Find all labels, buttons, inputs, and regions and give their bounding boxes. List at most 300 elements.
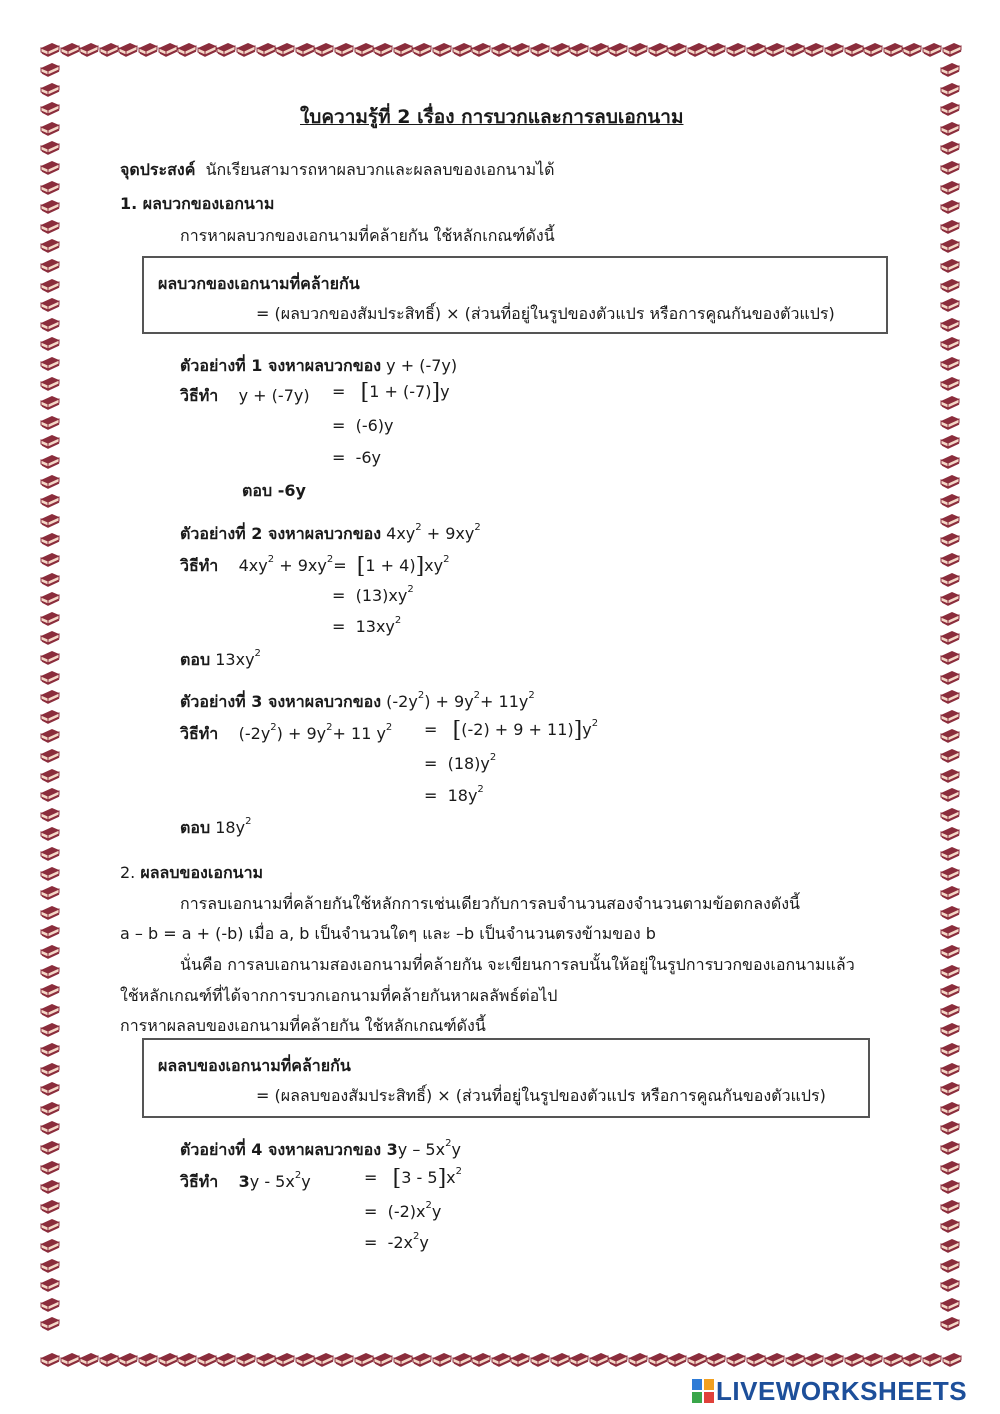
book-icon	[940, 944, 960, 962]
answer-label: ตอบ	[180, 650, 211, 669]
book-icon	[922, 1352, 942, 1370]
book-icon	[940, 513, 960, 531]
lhs: 3	[238, 1172, 250, 1191]
book-icon	[824, 1352, 844, 1370]
book-icon	[471, 42, 491, 60]
book-icon	[940, 709, 960, 727]
book-icon	[40, 885, 60, 903]
book-icon	[940, 748, 960, 766]
example2-answer	[180, 648, 261, 673]
book-icon	[922, 42, 942, 60]
book-icon	[550, 42, 570, 60]
exponent: 2	[474, 522, 481, 533]
answer-label: ตอบ	[242, 481, 273, 500]
book-icon	[40, 1120, 60, 1138]
book-icon	[940, 964, 960, 982]
book-icon	[40, 826, 60, 844]
book-icon	[940, 1199, 960, 1217]
book-icon	[40, 238, 60, 256]
book-icon	[256, 1352, 276, 1370]
equals-sign: =	[424, 720, 438, 739]
logo-text: LIVEWORKSHEETS	[716, 1376, 968, 1406]
book-icon	[40, 493, 60, 511]
book-icon	[40, 748, 60, 766]
book-icon	[726, 42, 746, 60]
book-icon	[40, 140, 60, 158]
section1-heading: 1. ผลบวกของเอกนาม	[120, 194, 275, 213]
example-expression: y + (-7y)	[386, 356, 458, 375]
book-icon	[393, 42, 413, 60]
step-var: xy	[424, 556, 444, 575]
expr-part: + 9xy	[426, 524, 475, 543]
example3-step3	[424, 786, 484, 805]
book-icon	[216, 1352, 236, 1370]
book-icon	[40, 1352, 60, 1370]
book-icon	[40, 434, 60, 452]
book-icon	[530, 1352, 550, 1370]
lhs: + 9xy	[279, 556, 327, 575]
book-icon	[40, 121, 60, 139]
book-icon	[314, 1352, 334, 1370]
lhs: y - 5x	[249, 1172, 295, 1191]
book-icon	[687, 1352, 707, 1370]
book-icon	[40, 376, 60, 394]
book-icon	[40, 474, 60, 492]
book-icon	[589, 42, 609, 60]
book-icon	[177, 42, 197, 60]
book-icon	[940, 807, 960, 825]
book-icon	[40, 983, 60, 1001]
book-icon	[40, 768, 60, 786]
objective	[120, 158, 555, 183]
book-icon	[40, 513, 60, 531]
rule-body: = (ผลลบของสัมประสิทธิ์) × (ส่วนที่อยู่ในรูปของตัวแปร หรือการคูณกันของตัวแปร)	[256, 1086, 826, 1105]
solve-label: วิธีทำ	[180, 386, 219, 405]
book-icon	[550, 1352, 570, 1370]
step-inner: (-2) + 9 + 11)	[461, 720, 574, 739]
book-icon	[608, 42, 628, 60]
book-icon	[40, 1160, 60, 1178]
exponent: 2	[270, 722, 277, 733]
book-icon	[40, 552, 60, 570]
rule-title: ผลบวกของเอกนามที่คล้ายกัน	[158, 274, 360, 293]
book-icon	[940, 670, 960, 688]
book-icon	[940, 454, 960, 472]
step-value: -6y	[355, 448, 381, 467]
book-icon	[158, 1352, 178, 1370]
book-icon	[334, 42, 354, 60]
equals-sign: =	[332, 586, 346, 605]
book-icon	[373, 1352, 393, 1370]
book-icon	[40, 807, 60, 825]
step-var: x	[446, 1168, 456, 1187]
section2-p2: a – b = a + (-b) เมื่อ a, b เป็นจำนวนใดๆ และ –b เป็นจำนวนตรงข้ามของ b	[120, 924, 656, 943]
book-icon	[844, 1352, 864, 1370]
book-icon	[60, 1352, 80, 1370]
book-icon	[40, 1277, 60, 1295]
book-icon	[197, 42, 217, 60]
book-icon	[275, 42, 295, 60]
book-icon	[940, 728, 960, 746]
exponent: 2	[407, 584, 414, 595]
book-icon	[940, 336, 960, 354]
step-value: (-2)x	[387, 1202, 426, 1221]
book-icon	[940, 552, 960, 570]
exponent: 2	[415, 522, 422, 533]
book-icon	[158, 42, 178, 60]
book-icon	[940, 493, 960, 511]
book-icon	[40, 1297, 60, 1315]
book-icon	[863, 42, 883, 60]
book-icon	[569, 1352, 589, 1370]
exponent: 2	[326, 554, 334, 565]
section2-p1: การลบเอกนามที่คล้ายกันใช้หลักการเช่นเดียวกับการลบจำนวนสองจำนวนตามข้อตกลงดังนี้	[180, 894, 800, 913]
book-icon	[589, 1352, 609, 1370]
book-icon	[40, 964, 60, 982]
book-icon	[942, 42, 962, 60]
book-icon	[863, 1352, 883, 1370]
section-number: 2.	[120, 863, 136, 882]
book-icon	[902, 42, 922, 60]
solve-label: วิธีทำ	[180, 1172, 219, 1191]
book-icon	[236, 1352, 256, 1370]
lhs: + 11 y	[332, 724, 386, 743]
book-icon	[40, 1258, 60, 1276]
step-value: y	[431, 1202, 442, 1221]
book-icon	[883, 42, 903, 60]
book-icon	[40, 1003, 60, 1021]
book-icon	[940, 572, 960, 590]
step-value: 18y	[447, 786, 478, 805]
book-icon	[940, 180, 960, 198]
example1-step1: = [1 + (-7)]y	[332, 380, 450, 405]
example-label: ตัวอย่างที่ 4 จงหาผลบวกของ 3	[180, 1140, 398, 1159]
exponent: 2	[417, 690, 425, 701]
example4-heading	[180, 1138, 461, 1163]
book-icon	[940, 121, 960, 139]
section1-intro: การหาผลบวกของเอกนามที่คล้ายกัน ใช้หลักเกณฑ์ดังนี้	[180, 226, 555, 245]
book-icon	[373, 42, 393, 60]
book-icon	[393, 1352, 413, 1370]
book-icon	[491, 1352, 511, 1370]
book-icon	[40, 1218, 60, 1236]
book-icon	[940, 1179, 960, 1197]
step-value: y	[419, 1233, 429, 1252]
book-icon	[510, 42, 530, 60]
example-label: ตัวอย่างที่ 3 จงหาผลบวกของ	[180, 692, 382, 711]
book-icon	[687, 42, 707, 60]
exponent: 2	[445, 1138, 452, 1149]
exponent: 2	[443, 554, 450, 565]
book-icon	[785, 42, 805, 60]
book-icon	[40, 199, 60, 217]
book-icon	[940, 1140, 960, 1158]
expr-part: y	[451, 1140, 461, 1159]
book-icon	[40, 278, 60, 296]
book-icon	[40, 905, 60, 923]
exponent: 2	[326, 722, 333, 733]
equals-sign: =	[332, 416, 346, 435]
book-icon	[940, 199, 960, 217]
book-icon	[40, 689, 60, 707]
section2-heading	[120, 861, 263, 886]
book-icon	[40, 1062, 60, 1080]
equals-sign: =	[424, 754, 438, 773]
book-icon	[295, 42, 315, 60]
exponent: 2	[489, 752, 497, 763]
book-icon	[334, 1352, 354, 1370]
step-inner: 3 - 5	[401, 1168, 438, 1187]
example4-step3	[364, 1233, 429, 1252]
book-icon	[706, 42, 726, 60]
book-icon	[608, 1352, 628, 1370]
book-icon	[940, 474, 960, 492]
book-icon	[40, 42, 60, 60]
rule-box-addition	[142, 256, 888, 334]
book-icon	[940, 1022, 960, 1040]
section2-p3: นั่นคือ การลบเอกนามสองเอกนามที่คล้ายกัน จะเขียนการลบนั้นให้อยู่ในรูปการบวกของเอกนามแล้ว	[180, 955, 855, 974]
example3-step2	[424, 754, 496, 773]
book-icon	[940, 787, 960, 805]
book-icon	[765, 42, 785, 60]
book-icon	[530, 42, 550, 60]
book-icon	[940, 1042, 960, 1060]
answer-value: 13xy	[215, 650, 255, 669]
exponent: 2	[455, 1166, 463, 1177]
book-icon	[197, 1352, 217, 1370]
book-icon	[940, 532, 960, 550]
book-icon	[40, 258, 60, 276]
book-icon	[99, 1352, 119, 1370]
book-icon	[765, 1352, 785, 1370]
objective-text: นักเรียนสามารถหาผลบวกและผลลบของเอกนามได้	[205, 160, 555, 179]
book-icon	[40, 1179, 60, 1197]
book-icon	[354, 42, 374, 60]
book-icon	[40, 650, 60, 668]
expr-part: (-2y	[386, 692, 418, 711]
solve-label: วิธีทำ	[180, 556, 219, 575]
book-icon	[804, 42, 824, 60]
book-icon	[40, 317, 60, 335]
book-icon	[940, 1062, 960, 1080]
book-icon	[940, 356, 960, 374]
book-icon	[471, 1352, 491, 1370]
book-icon	[40, 728, 60, 746]
book-icon	[942, 1352, 962, 1370]
book-icon	[40, 944, 60, 962]
book-icon	[510, 1352, 530, 1370]
answer-value: -6y	[277, 481, 306, 500]
book-icon	[628, 1352, 648, 1370]
step-value: (13)xy	[355, 586, 408, 605]
example1-step2	[332, 416, 393, 435]
equals-sign: =	[424, 786, 438, 805]
liveworksheets-logo[interactable]	[692, 1376, 967, 1407]
section2-p5: การหาผลลบของเอกนามที่คล้ายกัน ใช้หลักเกณฑ์ดังนี้	[120, 1016, 486, 1035]
example-label: ตัวอย่างที่ 1 จงหาผลบวกของ	[180, 356, 382, 375]
example1-heading	[180, 354, 457, 379]
solve-label: วิธีทำ	[180, 724, 219, 743]
book-icon	[940, 297, 960, 315]
book-icon	[40, 866, 60, 884]
rule-body: = (ผลบวกของสัมประสิทธิ์) × (ส่วนที่อยู่ในรูปของตัวแปร หรือการคูณกันของตัวแปร)	[256, 304, 835, 323]
book-icon	[940, 1316, 960, 1334]
book-icon	[940, 258, 960, 276]
page-title: ใบความรู้ที่ 2 เรื่อง การบวกและการลบเอกนาม	[300, 106, 684, 128]
rule-box-subtraction	[142, 1038, 870, 1118]
example-label: ตัวอย่างที่ 2 จงหาผลบวกของ	[180, 524, 382, 543]
book-icon	[940, 885, 960, 903]
book-icon	[216, 42, 236, 60]
book-icon	[940, 219, 960, 237]
liveworksheets-icon	[692, 1379, 714, 1403]
book-icon	[314, 42, 334, 60]
lhs: (-2y	[238, 724, 271, 743]
book-icon	[940, 1081, 960, 1099]
book-icon	[40, 846, 60, 864]
book-icon	[940, 689, 960, 707]
book-icon	[354, 1352, 374, 1370]
example3-answer	[180, 816, 251, 841]
lhs: y	[301, 1172, 311, 1191]
example3-solution-line	[180, 722, 392, 747]
book-icon	[40, 454, 60, 472]
book-icon	[940, 1218, 960, 1236]
book-icon	[726, 1352, 746, 1370]
equals-sign: =	[333, 556, 347, 575]
example4-step1: = $[3 - 5]x^2$	[364, 1166, 463, 1191]
equals-sign: =	[332, 617, 346, 636]
book-icon	[940, 630, 960, 648]
book-icon	[40, 630, 60, 648]
book-icon	[40, 1238, 60, 1256]
book-icon	[844, 42, 864, 60]
example1-step3	[332, 448, 381, 467]
book-icon	[940, 768, 960, 786]
book-icon	[940, 317, 960, 335]
exponent: 2	[254, 648, 261, 659]
book-icon	[940, 983, 960, 1001]
book-icon	[40, 532, 60, 550]
step-inner: 1 + 4)	[365, 556, 416, 575]
book-icon	[40, 415, 60, 433]
book-icon	[295, 1352, 315, 1370]
book-icon	[940, 1003, 960, 1021]
book-icon	[940, 866, 960, 884]
book-icon	[667, 42, 687, 60]
book-icon	[824, 42, 844, 60]
book-icon	[940, 434, 960, 452]
equals-sign: =	[364, 1202, 378, 1221]
exponent: 2	[591, 718, 599, 729]
book-icon	[785, 1352, 805, 1370]
book-icon	[940, 1297, 960, 1315]
example4-solution-line	[180, 1170, 311, 1195]
book-icon	[940, 846, 960, 864]
book-icon	[118, 1352, 138, 1370]
book-icon	[40, 611, 60, 629]
book-icon	[706, 1352, 726, 1370]
book-icon	[452, 1352, 472, 1370]
book-icon	[940, 140, 960, 158]
book-icon	[940, 82, 960, 100]
lhs: 4xy	[238, 556, 268, 575]
book-icon	[940, 611, 960, 629]
book-icon	[40, 219, 60, 237]
example4-step2	[364, 1202, 441, 1221]
book-icon	[940, 160, 960, 178]
book-icon	[99, 42, 119, 60]
equals-sign: =	[332, 448, 346, 467]
book-icon	[940, 278, 960, 296]
book-icon	[940, 1277, 960, 1295]
exponent: 2	[425, 1200, 432, 1211]
book-icon	[940, 1101, 960, 1119]
step-var: y	[440, 382, 450, 401]
exponent: 2	[413, 1231, 420, 1242]
exponent: 2	[394, 615, 402, 626]
example1-solution-line	[180, 384, 310, 409]
book-icon	[40, 709, 60, 727]
book-icon	[40, 1042, 60, 1060]
book-icon	[432, 1352, 452, 1370]
exponent: 2	[473, 690, 481, 701]
lhs: ) + 9y	[276, 724, 327, 743]
book-icon	[79, 1352, 99, 1370]
book-icon	[940, 1258, 960, 1276]
book-icon	[648, 1352, 668, 1370]
section2-p4: ใช้หลักเกณฑ์ที่ได้จากการบวกเอกนามที่คล้ายกันหาผลลัพธ์ต่อไป	[120, 986, 558, 1005]
objective-label: จุดประสงค์	[120, 160, 196, 179]
book-icon	[40, 356, 60, 374]
example3-step1: = $[(-2) + 9 + 11)]y^2$	[424, 718, 599, 743]
book-icon	[138, 1352, 158, 1370]
book-icon	[648, 42, 668, 60]
book-icon	[940, 1120, 960, 1138]
book-icon	[40, 297, 60, 315]
book-icon	[940, 826, 960, 844]
step-value: (-6)y	[355, 416, 394, 435]
step-inner: 1 + (-7)	[369, 382, 432, 401]
book-icon	[940, 415, 960, 433]
expr-part: 4xy	[386, 524, 416, 543]
example1-answer	[242, 479, 306, 504]
book-icon	[940, 376, 960, 394]
book-icon	[40, 1199, 60, 1217]
book-icon	[804, 1352, 824, 1370]
exponent: 2	[294, 1170, 302, 1181]
book-icon	[628, 42, 648, 60]
step-value: 13xy	[355, 617, 395, 636]
book-icon	[940, 101, 960, 119]
book-icon	[60, 42, 80, 60]
book-icon	[40, 395, 60, 413]
book-icon	[940, 924, 960, 942]
expr-part: y – 5x	[397, 1140, 446, 1159]
exponent: 2	[477, 784, 484, 795]
book-icon	[40, 101, 60, 119]
book-icon	[40, 1140, 60, 1158]
book-icon	[746, 42, 766, 60]
step-var: y	[582, 720, 592, 739]
rule-title: ผลลบของเอกนามที่คล้ายกัน	[158, 1056, 351, 1075]
book-icon	[940, 1160, 960, 1178]
example2-step3	[332, 617, 401, 636]
book-icon	[940, 905, 960, 923]
book-icon	[40, 82, 60, 100]
answer-label: ตอบ	[180, 818, 211, 837]
step-value: -2x	[387, 1233, 413, 1252]
